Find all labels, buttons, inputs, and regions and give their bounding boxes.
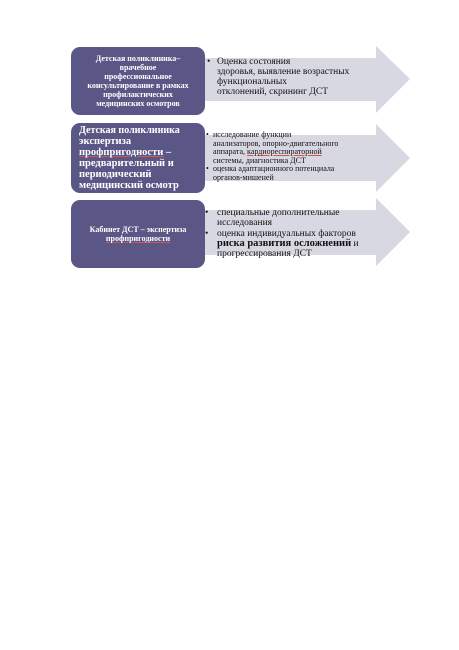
bullet2a-line2: анализаторов, опорно-двигательного — [213, 138, 339, 148]
row2-bullets — [206, 131, 381, 183]
box3-line1: Кабинет ДСТ – экспертиза — [89, 224, 187, 234]
bullet2a-underlined-term: кардиореспираторной — [247, 147, 322, 157]
bullet1-line2: здоровья, выявление возрастных — [217, 67, 350, 77]
row1-bullets — [207, 57, 372, 97]
box2-line4: предварительный и — [79, 158, 174, 169]
box2-underlined-term: профпригодности — [79, 147, 164, 158]
box1-line3: профессиональное — [104, 72, 172, 81]
bullet-adaptation-potential — [206, 165, 381, 182]
bullet-analyzer-study — [206, 131, 381, 165]
bullet1-line1: • Оценка состояния — [217, 57, 291, 67]
bullet2a-line1: • исследование функции — [213, 130, 292, 139]
bullet3a-line1: • специальные дополнительные — [217, 208, 340, 218]
bullet1-line4: отклонений, скрининг ДСТ — [217, 87, 328, 97]
box-fitness-examination — [71, 123, 205, 193]
box2-line3 — [79, 147, 197, 158]
bullet3b-bold-text: риска развития осложнений — [217, 238, 352, 249]
box1-line6: медицинских осмотров — [96, 99, 180, 108]
box3-line2 — [77, 234, 199, 244]
box2-line6: медицинский осмотр — [79, 180, 179, 191]
bullet-health-assessment — [207, 57, 372, 97]
row3-bullets — [205, 208, 380, 260]
bullet2a-line4: системы, диагностика ДСТ — [213, 155, 306, 165]
bullet3b-line2 — [217, 239, 380, 249]
bullet3b-line3: прогрессирования ДСТ — [217, 249, 312, 259]
box1-line4: консультирование в рамках — [87, 81, 189, 90]
box3-underlined-term: профпригодности — [105, 234, 171, 243]
box2-line2: экспертиза — [79, 136, 132, 147]
box1-line5: профилактических — [103, 90, 173, 99]
bullet3b-line2-rest: и — [351, 239, 359, 249]
bullet2b-line2: органов-мишеней — [213, 172, 274, 182]
bullet3a-line2: исследования — [217, 218, 273, 228]
box2-line3-rest: – — [163, 147, 172, 158]
bullet2b-line1: • оценка адаптационного потенциала — [213, 164, 335, 174]
box2-line5: периодический — [79, 169, 152, 180]
box-dst-cabinet — [71, 200, 205, 268]
box1-line2: врачебное — [119, 63, 157, 72]
bullet2a-line3-before: аппарата, — [213, 147, 248, 157]
bullet3b-line1: • оценка индивидуальных факторов — [217, 229, 356, 239]
box2-line1: Детская поликлиника — [79, 125, 180, 136]
box-pediatric-consulting — [71, 47, 205, 115]
bullet-risk-factors — [205, 229, 380, 259]
bullet-special-studies — [205, 208, 380, 228]
box1-line1: Детская поликлиника– — [95, 54, 181, 63]
bullet1-line3: функциональных — [217, 77, 287, 87]
